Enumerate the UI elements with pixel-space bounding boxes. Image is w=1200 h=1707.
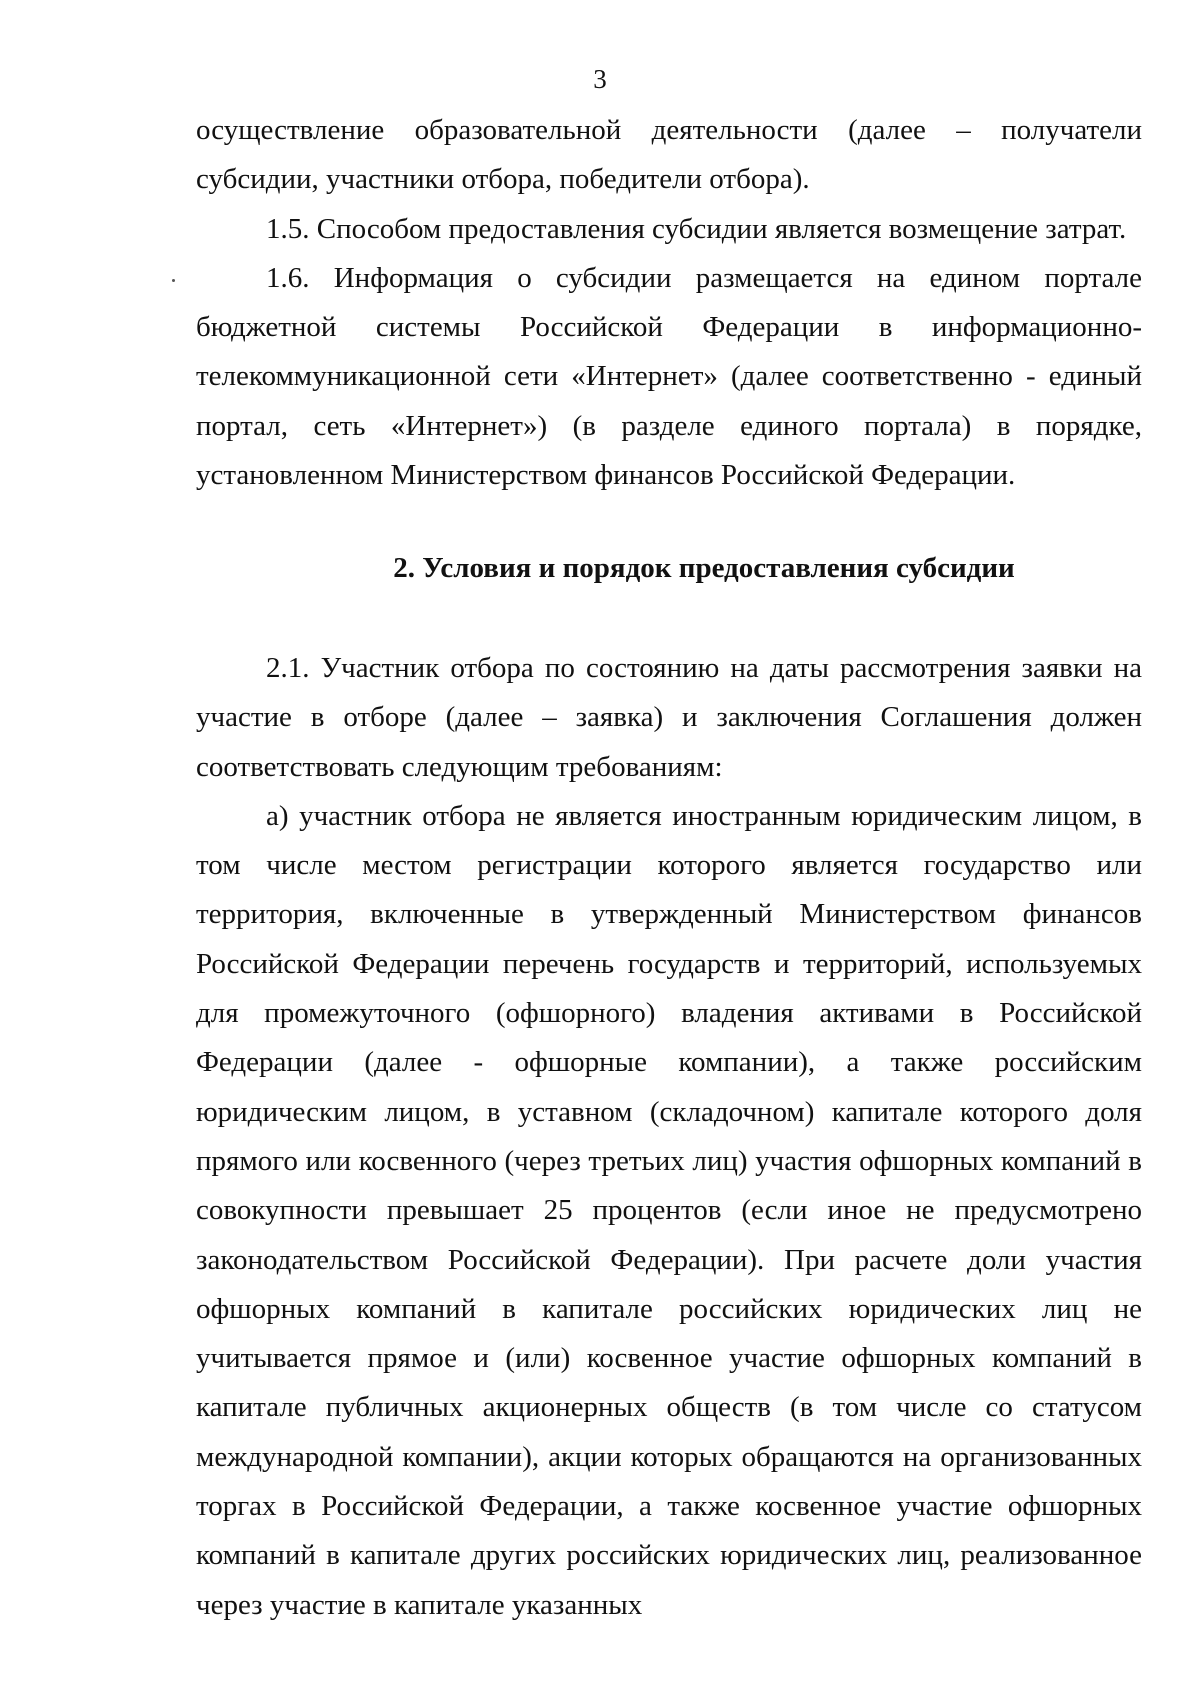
paragraph-1-5: 1.5. Способом предоставления субсидии является возмещение затрат. xyxy=(266,212,1127,245)
paragraph-item-a: а) участник отбора не является иностранным юридическим лицом, в том числе местом регистрации которого является государство или территория, включенные в утвержденный Министерством финансов Российской Федерации перечень государств и территорий, используемых для промежуточного (офшорного) владения активами в Российской Федерации (далее - офшорные компании), а также российским юридическим лицом, в уставном (складочном) капитале которого доля прямого или косвенного (через третьих лиц) участия офшорных компаний в совокупности превышает 25 процентов (если иное не предусмотрено законодательством Российской Федерации). При расчете доли участия офшорных компаний в капитале российских юридических лиц не учитывается прямое и (или) косвенное участие офшорных компаний в капитале публичных акционерных обществ (в том числе со статусом международной компании), акции которых обращаются на организованных торгах в Российской Федерации, а также косвенное участие офшорных компаний в капитале других российских юридических лиц, реализованное через участие в капитале указанных xyxy=(196,799,1142,1621)
paragraph-2-1: 2.1. Участник отбора по состоянию на даты рассмотрения заявки на участие в отборе (далее – заявка) и заключения Соглашения должен соответствовать следующим требованиям: xyxy=(196,652,1142,783)
text-block-top xyxy=(196,106,1142,500)
section-heading: 2. Условия и порядок предоставления субсидии xyxy=(393,552,1015,584)
text-block-bottom xyxy=(196,644,1142,1630)
page-number: 3 xyxy=(593,64,607,94)
paragraph-continuation: осуществление образовательной деятельности (далее – получатели субсидии, участники отбора, победители отбора). xyxy=(196,114,1142,196)
scan-speck xyxy=(172,279,175,282)
paragraph-1-6: 1.6. Информация о субсидии размещается на едином портале бюджетной системы Российской Федерации в информационно-телекоммуникационной сети «Интернет» (далее соответственно - единый портал, сеть «Интернет») (в разделе единого портала) в порядке, установленном Министерством финансов Российской Федерации. xyxy=(196,261,1142,492)
